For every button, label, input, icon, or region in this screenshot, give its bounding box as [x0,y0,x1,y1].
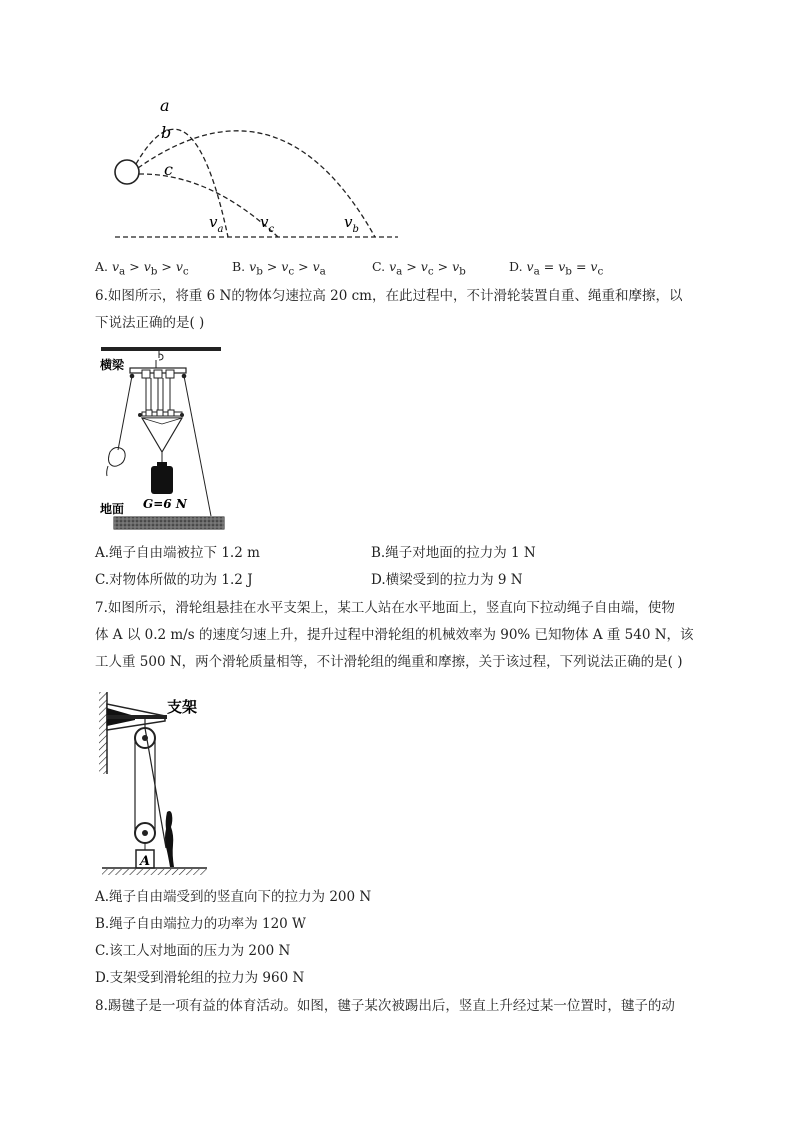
object-a-label: A [140,854,151,869]
beam-label: 横梁 [100,358,125,372]
q7-option-b: B.绳子自由端拉力的功率为 120 W [95,916,306,932]
q7-option-c: C.该工人对地面的压力为 200 N [95,943,291,959]
bracket-label: 支架 [167,698,198,716]
q6-option-b: B.绳子对地面的拉力为 1 N [371,545,536,561]
q7-option-d: D.支架受到滑轮组的拉力为 960 N [95,970,305,986]
pulley-beam-figure [96,340,231,535]
weight-label: G=6 N [143,497,187,511]
wall [99,692,107,774]
q5-option-a: A. $v_a > v_b > v_c$ [95,259,189,278]
q6-stem-line1: 6.如图所示，将重 6 N的物体匀速拉高 20 cm，在此过程中，不计滑轮装置自重、绳重和摩擦，以 [95,288,683,304]
q7-stem-line3: 工人重 500 N，两个滑轮质量相等，不计滑轮组的绳重和摩擦，关于该过程，下列说法正确的是( ) [95,654,683,670]
weight-block [151,466,173,494]
ground-label: 地面 [100,502,125,516]
q6-option-a: A.绳子自由端被拉下 1.2 m [95,545,260,561]
pulley-bracket-figure [97,688,209,878]
label-b: b [161,123,172,142]
q5-option-b: B. $v_b > v_c > v_a$ [232,259,326,278]
label-a: a [160,96,170,115]
label-vc: $v_c$ [260,213,275,235]
q7-option-a: A.绳子自由端受到的竖直向下的拉力为 200 N [95,889,372,905]
hook [159,351,163,360]
worker-figure [165,811,174,867]
q5-option-c: C. $v_a > v_c > v_b$ [372,259,466,278]
trajectory-b [138,131,375,237]
upper-pulley-1 [142,370,150,378]
upper-pulley-2 [154,370,162,378]
q6-option-c: C.对物体所做的功为 1.2 J [95,572,253,588]
q7-stem-line1: 7.如图所示，滑轮组悬挂在水平支架上，某工人站在水平地面上，竖直向下拉动绳子自由端，使物 [95,600,675,616]
label-vb: $v_b$ [344,213,359,235]
q6-stem-line2: 下说法正确的是( ) [95,315,205,331]
q8-stem-line1: 8.踢毽子是一项有益的体育活动。如图，毽子某次被踢出后，竖直上升经过某一位置时，毽子的动 [95,998,675,1014]
q5-option-d: D. $v_a = v_b = v_c$ [509,259,604,278]
beam [101,347,221,351]
ball [115,160,139,184]
hand-icon [107,448,125,477]
q7-stem-line2: 体 A 以 0.2 m/s 的速度匀速上升，提升过程中滑轮组的机械效率为 90% 已知物体 A 重 540 N，该 [95,627,694,643]
label-c: c [164,160,173,179]
q6-option-d: D.横梁受到的拉力为 9 N [371,572,523,588]
label-va: $v_a$ [209,213,224,235]
trajectory-figure [100,88,420,248]
upper-pulley-3 [166,370,174,378]
